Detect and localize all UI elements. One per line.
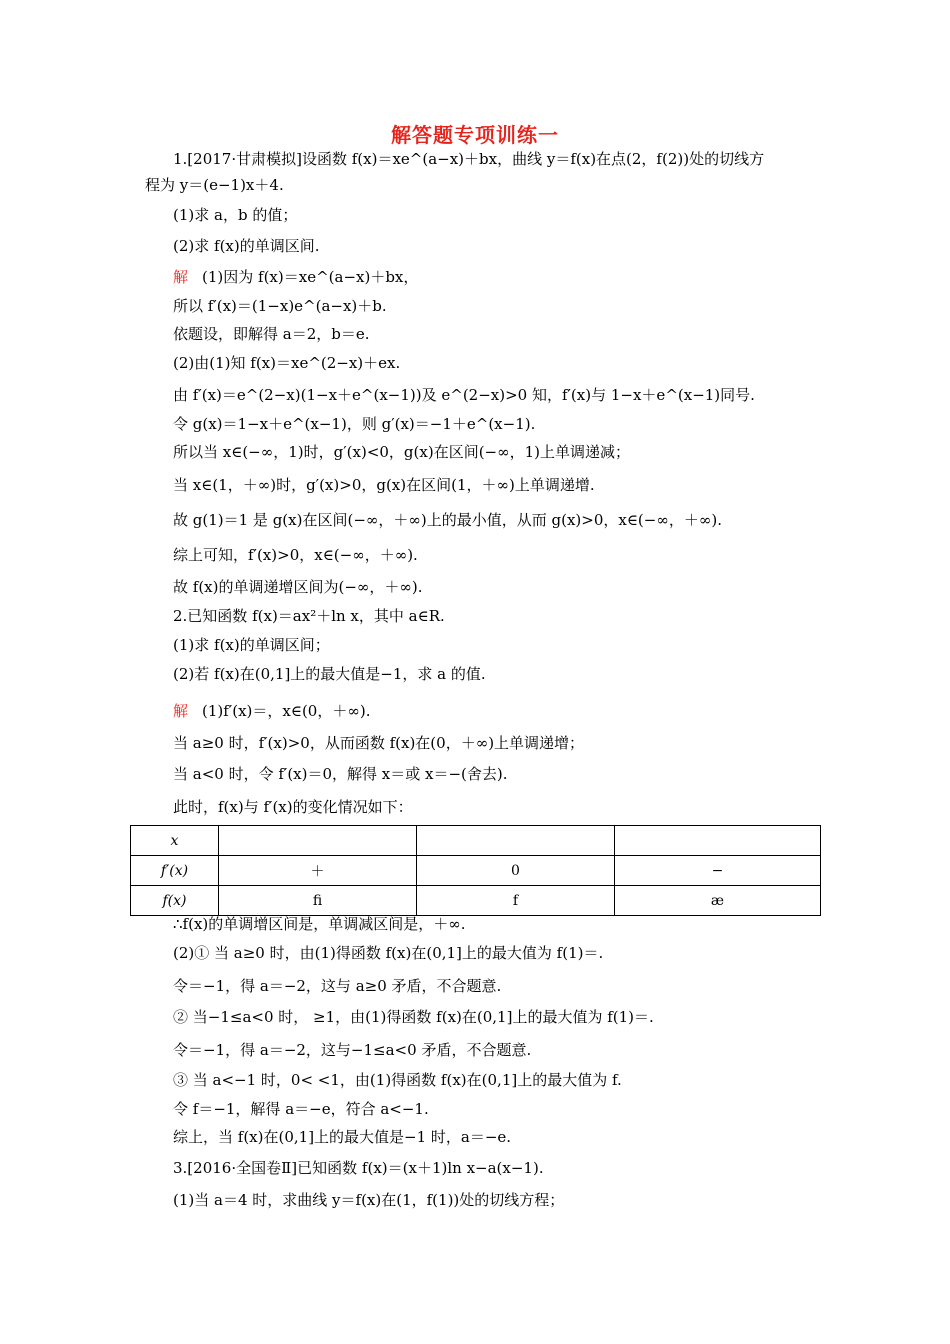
text-line: 当 a≥0 时，f′(x)>0，从而函数 f(x)在(0，＋∞)上单调递增； xyxy=(173,734,585,752)
text-line: 3.[2016·全国卷Ⅱ]已知函数 f(x)＝(x＋1)ln x−a(x−1). xyxy=(173,1159,544,1177)
text-line: 令 f＝−1，解得 a＝−e，符合 a<−1. xyxy=(173,1100,429,1118)
text-line: (2)① 当 a≥0 时，由(1)得函数 f(x)在(0,1]上的最大值为 f(1)＝. xyxy=(173,944,604,962)
solution-line xyxy=(173,267,418,287)
text-line: 令＝−1，得 a＝−2，这与 a≥0 矛盾，不合题意. xyxy=(173,977,502,995)
solution-label: 解 xyxy=(173,268,189,286)
text-line: (1)f′(x)＝，x∈(0，＋∞). xyxy=(202,702,371,720)
table-cell: ＋ xyxy=(219,856,417,886)
text-line: ② 当−1≤a<0 时， ≥1，由(1)得函数 f(x)在(0,1]上的最大值为 f(1)＝. xyxy=(173,1008,654,1026)
text-line: (1)求 f(x)的单调区间； xyxy=(173,636,330,654)
table-cell: x xyxy=(131,826,219,856)
text-line: (1)求 a，b 的值； xyxy=(173,206,298,224)
text-line: (1)当 a＝4 时，求曲线 y＝f(x)在(1，f(1))处的切线方程； xyxy=(173,1191,565,1209)
table-cell: 0 xyxy=(417,856,615,886)
text-line: 故 g(1)＝1 是 g(x)在区间(−∞，＋∞)上的最小值，从而 g(x)>0，x∈(−∞，＋∞). xyxy=(173,511,722,529)
page-title: 解答题专项训练一 xyxy=(391,123,559,147)
table-cell: f′(x) xyxy=(131,856,219,886)
table-row xyxy=(131,856,821,886)
text-line: ∴f(x)的单调增区间是，单调减区间是，＋∞. xyxy=(173,915,466,933)
table-cell: f xyxy=(417,886,615,916)
text-line: 令＝−1，得 a＝−2，这与−1≤a<0 矛盾，不合题意. xyxy=(173,1041,532,1059)
text-line: 1.[2017·甘肃模拟]设函数 f(x)＝xe^(a−x)＋bx，曲线 y＝f(x)在点(2，f(2))处的切线方 xyxy=(173,150,765,168)
text-line: 程为 y＝(e−1)x＋4. xyxy=(145,176,284,194)
text-line: 2.已知函数 f(x)＝ax²＋ln x，其中 a∈R. xyxy=(173,607,445,625)
table-cell xyxy=(417,826,615,856)
text-line: 由 f′(x)＝e^(2−x)(1−x＋e^(x−1))及 e^(2−x)>0 知，f′(x)与 1−x＋e^(x−1)同号. xyxy=(173,386,755,404)
text-line: (2)若 f(x)在(0,1]上的最大值是−1，求 a 的值. xyxy=(173,665,486,683)
text-line: 所以当 x∈(−∞，1)时，g′(x)<0，g(x)在区间(−∞，1)上单调递减； xyxy=(173,443,631,461)
text-line: 综上，当 f(x)在(0,1]上的最大值是−1 时，a＝−e. xyxy=(173,1128,512,1146)
text-line: 所以 f′(x)＝(1−x)e^(a−x)＋b. xyxy=(173,297,387,315)
table-cell: f(x) xyxy=(131,886,219,916)
table-cell: æ xyxy=(615,886,821,916)
table-cell xyxy=(615,826,821,856)
table-cell xyxy=(219,826,417,856)
text-line: 综上可知，f′(x)>0，x∈(−∞，＋∞). xyxy=(173,546,418,564)
table-row xyxy=(131,886,821,916)
text-line: 当 a<0 时，令 f′(x)＝0，解得 x＝或 x＝−(舍去). xyxy=(173,765,508,783)
text-line: 此时，f(x)与 f′(x)的变化情况如下： xyxy=(173,798,413,816)
text-line: ③ 当 a<−1 时，0< <1，由(1)得函数 f(x)在(0,1]上的最大值为 f. xyxy=(173,1071,622,1089)
solution-label: 解 xyxy=(173,702,189,720)
text-line: (1)因为 f(x)＝xe^(a−x)＋bx， xyxy=(202,268,419,286)
text-line: 故 f(x)的单调递增区间为(−∞，＋∞). xyxy=(173,578,423,596)
table-row xyxy=(131,826,821,856)
solution-line xyxy=(173,701,370,721)
table-cell: ﬁ xyxy=(219,886,417,916)
text-line: (2)求 f(x)的单调区间. xyxy=(173,237,320,255)
variation-table xyxy=(130,825,821,916)
text-line: 令 g(x)＝1−x＋e^(x−1)，则 g′(x)＝−1＋e^(x−1). xyxy=(173,415,536,433)
text-line: 依题设，即解得 a＝2，b＝e. xyxy=(173,325,370,343)
table-cell: − xyxy=(615,856,821,886)
text-line: (2)由(1)知 f(x)＝xe^(2−x)＋ex. xyxy=(173,354,401,372)
text-line: 当 x∈(1，＋∞)时，g′(x)>0，g(x)在区间(1，＋∞)上单调递增. xyxy=(173,476,595,494)
